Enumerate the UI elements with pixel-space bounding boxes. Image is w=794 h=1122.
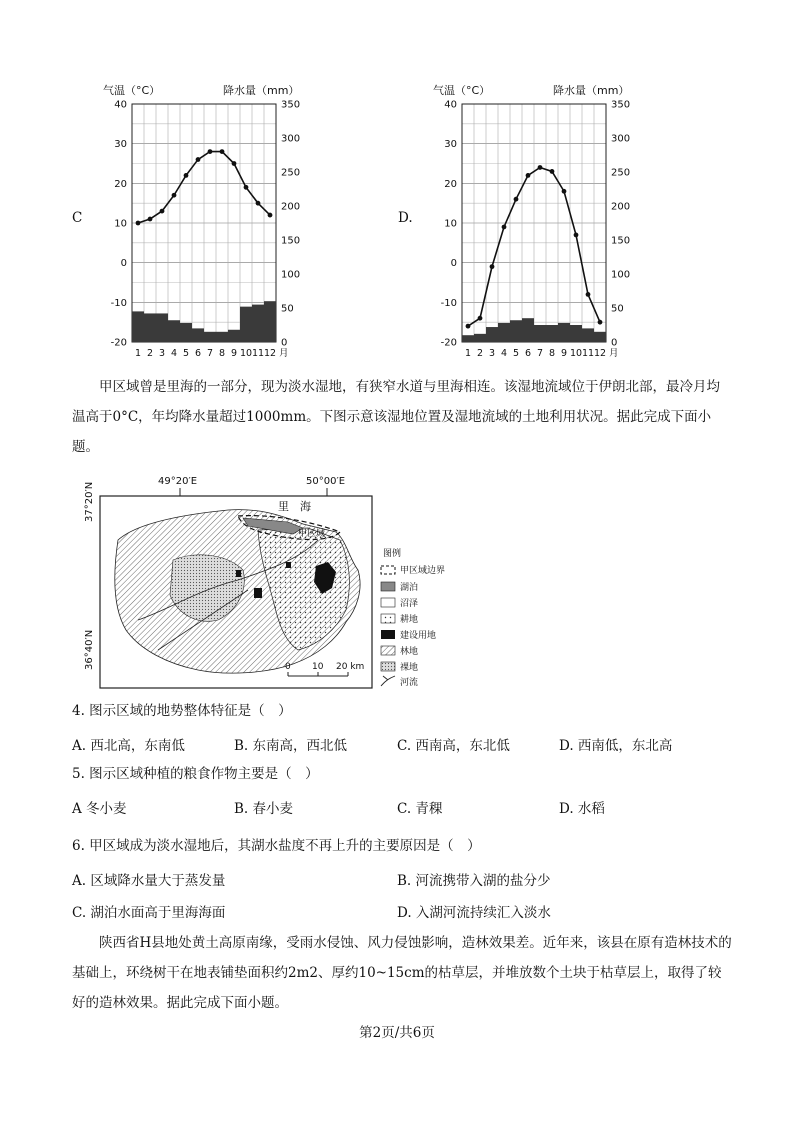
legend-item-river [381, 676, 418, 688]
temperature-point-11 [256, 201, 261, 206]
closing-paragraph: 陕西省H县地处黄土高原南缘，受雨水侵蚀、风力侵蚀影响，造林效果差。近年来，该县在原有造林技术的基础上，环绕树干在地表铺垫面积约2m2、厚约10~15cm的枯草层，并堆放数个土块于枯草层上，取得了较好的造林效果。据此完成下面小题。 [72, 935, 732, 1011]
month-tick-label: 12 [593, 348, 607, 359]
scale-tick-2: 20 km [336, 662, 365, 672]
temperature-point-6 [526, 173, 531, 178]
month-tick-label: 4 [500, 348, 508, 359]
precip-bar-3 [156, 313, 168, 342]
temperature-point-10 [574, 233, 579, 238]
legend-item-forest [381, 645, 418, 657]
precip-tick-label: 50 [281, 303, 294, 315]
lat-label-1: 37°20′N [84, 481, 95, 522]
temp-axis-label: 气温（°C） [433, 84, 491, 97]
temp-tick-label: 0 [120, 258, 127, 270]
temperature-point-12 [598, 320, 603, 325]
precip-bar-7 [204, 332, 216, 342]
lat-label-2: 36°40′N [84, 629, 95, 670]
svg-text:河流: 河流 [400, 678, 419, 688]
intro-paragraph: 甲区域曾是里海的一部分，现为淡水湿地，有狭窄水道与里海相连。该湿地流域位于伊朗北部，最冷月均温高于0°C，年均降水量超过1000mm。下图示意该湿地位置及湿地流域的土地利用状况。据此完成下面小题。 [72, 379, 720, 455]
temp-tick-label: 40 [444, 99, 457, 111]
month-tick-label: 10 [239, 348, 253, 359]
precip-bar-7 [534, 325, 546, 342]
month-tick-label: 5 [512, 348, 520, 359]
legend-item-builtup [381, 629, 436, 641]
region-label: 甲区域 [298, 529, 326, 539]
month-tick-label: 6 [524, 348, 532, 359]
temperature-point-5 [184, 173, 189, 178]
temperature-point-7 [208, 149, 213, 154]
temp-tick-label: 30 [114, 139, 127, 151]
builtup-area [254, 588, 262, 598]
precip-tick-label: 300 [281, 133, 301, 145]
month-tick-label: 2 [146, 348, 154, 359]
legend-title: 图例 [383, 549, 402, 559]
month-tick-label: 3 [488, 348, 496, 359]
month-tick-label: 7 [206, 348, 214, 359]
month-axis-suffix: 月 [609, 348, 619, 359]
precip-bar-2 [144, 313, 156, 342]
question-6-option-a[interactable]: A. 区域降水量大于蒸发量 [72, 873, 226, 889]
svg-text:沼泽: 沼泽 [400, 599, 419, 609]
month-tick-label: 11 [581, 348, 595, 359]
question-6-option-d[interactable]: D. 入湖河流持续汇入淡水 [397, 905, 551, 921]
question-4-option-c[interactable]: C. 西南高，东北低 [397, 738, 510, 754]
temperature-point-6 [196, 157, 201, 162]
temperature-point-1 [466, 324, 471, 329]
temperature-point-8 [220, 149, 225, 154]
precip-bar-8 [546, 325, 558, 342]
temperature-point-11 [586, 292, 591, 297]
precip-bar-3 [486, 327, 498, 342]
svg-text:湖泊: 湖泊 [400, 583, 419, 593]
month-axis-suffix: 月 [279, 348, 289, 359]
precip-bar-1 [462, 335, 474, 342]
precip-bar-5 [510, 320, 522, 342]
temp-axis-label: 气温（°C） [103, 84, 161, 97]
temp-tick-label: -10 [440, 297, 457, 309]
question-4-option-a[interactable]: A. 西北高，东南低 [72, 738, 185, 754]
precip-tick-label: 200 [611, 201, 631, 213]
temperature-point-7 [538, 165, 543, 170]
precip-tick-label: 0 [281, 337, 288, 349]
precip-tick-label: 0 [611, 337, 618, 349]
page-footer: 第2页/共6页 [359, 1025, 435, 1041]
legend-item-lake [381, 581, 418, 593]
precip-bar-4 [498, 323, 510, 342]
month-tick-label: 6 [194, 348, 202, 359]
precip-bar-5 [180, 323, 192, 342]
temp-tick-label: 40 [114, 99, 127, 111]
lon-label-2: 50°00′E [306, 476, 346, 487]
month-tick-label: 10 [569, 348, 583, 359]
precip-bar-10 [240, 307, 252, 342]
question-4-stem: 4. 图示区域的地势整体特征是（ ） [72, 703, 292, 719]
temp-tick-label: -20 [110, 337, 127, 349]
precip-tick-label: 250 [281, 167, 301, 179]
temperature-point-8 [550, 169, 555, 174]
builtup-area [286, 562, 291, 568]
precip-bar-9 [228, 330, 240, 342]
temperature-point-12 [268, 213, 273, 218]
month-tick-label: 8 [548, 348, 556, 359]
precip-axis-label: 降水量（mm） [553, 84, 630, 97]
question-5-stem: 5. 图示区域种植的粮食作物主要是（ ） [72, 766, 319, 782]
legend-item-farmland [381, 613, 418, 625]
month-tick-label: 2 [476, 348, 484, 359]
svg-text:建设用地: 建设用地 [400, 631, 437, 641]
month-tick-label: 7 [536, 348, 544, 359]
month-tick-label: 4 [170, 348, 178, 359]
month-tick-label: 12 [263, 348, 277, 359]
svg-text:甲区域边界: 甲区域边界 [400, 566, 446, 576]
precip-tick-label: 350 [611, 99, 631, 111]
precip-bar-12 [264, 301, 276, 342]
temperature-point-9 [232, 161, 237, 166]
precip-bar-1 [132, 311, 144, 342]
question-6-stem: 6. 甲区域成为淡水湿地后，其湖水盐度不再上升的主要原因是（ ） [72, 838, 481, 854]
month-tick-label: 1 [134, 348, 142, 359]
temperature-point-4 [172, 193, 177, 198]
question-6-option-c[interactable]: C. 湖泊水面高于里海海面 [72, 905, 226, 921]
precip-bar-6 [192, 328, 204, 342]
precip-tick-label: 300 [611, 133, 631, 145]
temp-tick-label: -10 [110, 297, 127, 309]
temperature-point-3 [160, 209, 165, 214]
month-tick-label: 8 [218, 348, 226, 359]
month-tick-label: 3 [158, 348, 166, 359]
question-5-option-a[interactable]: A 冬小麦 [72, 801, 127, 817]
option-c-label: C [72, 210, 83, 226]
precip-tick-label: 150 [281, 235, 301, 247]
precip-tick-label: 50 [611, 303, 624, 315]
temperature-point-9 [562, 189, 567, 194]
question-5-option-c[interactable]: C. 青稞 [397, 801, 443, 817]
temp-tick-label: 20 [114, 178, 127, 190]
scale-tick-1: 10 [312, 662, 324, 672]
lon-label-1: 49°20′E [158, 476, 198, 487]
precip-bar-10 [570, 325, 582, 342]
temp-tick-label: 10 [114, 218, 127, 230]
precip-tick-label: 250 [611, 167, 631, 179]
river-icon [381, 676, 395, 686]
precip-tick-label: 200 [281, 201, 301, 213]
temp-tick-label: 0 [450, 258, 457, 270]
legend-item-boundary [381, 564, 445, 576]
legend-item-swamp [381, 598, 418, 609]
sea-label: 里 海 [278, 500, 311, 513]
temperature-point-2 [148, 217, 153, 222]
precip-bar-12 [594, 332, 606, 342]
question-5-option-b[interactable]: B. 春小麦 [234, 801, 294, 817]
question-6-option-b[interactable]: B. 河流携带入湖的盐分少 [397, 873, 551, 889]
temperature-point-3 [490, 264, 495, 269]
legend-item-bare [381, 661, 418, 673]
question-4-option-d[interactable]: D. 西南低，东北高 [559, 738, 673, 754]
temperature-point-10 [244, 185, 249, 190]
option-d-label: D. [398, 210, 413, 226]
temp-tick-label: 30 [444, 139, 457, 151]
month-tick-label: 1 [464, 348, 472, 359]
precip-bar-9 [558, 323, 570, 342]
month-tick-label: 9 [560, 348, 568, 359]
month-tick-label: 9 [230, 348, 238, 359]
temperature-point-4 [502, 225, 507, 230]
precip-tick-label: 150 [611, 235, 631, 247]
temp-tick-label: 10 [444, 218, 457, 230]
precip-tick-label: 100 [611, 269, 631, 281]
temp-tick-label: -20 [440, 337, 457, 349]
temp-tick-label: 20 [444, 178, 457, 190]
question-4-option-b[interactable]: B. 东南高，西北低 [234, 738, 348, 754]
wetland-map [78, 470, 478, 690]
precip-tick-label: 350 [281, 99, 301, 111]
precip-axis-label: 降水量（mm） [223, 84, 300, 97]
svg-text:裸地: 裸地 [400, 663, 419, 673]
temperature-point-1 [136, 221, 141, 226]
precip-bar-2 [474, 334, 486, 342]
builtup-area [236, 570, 241, 577]
precip-bar-6 [522, 318, 534, 342]
climate-chart-d [425, 78, 640, 363]
climate-chart-c [95, 78, 310, 363]
month-tick-label: 5 [182, 348, 190, 359]
precip-bar-4 [168, 320, 180, 342]
precip-tick-label: 100 [281, 269, 301, 281]
temperature-point-5 [514, 197, 519, 202]
precip-bar-8 [216, 332, 228, 342]
month-tick-label: 11 [251, 348, 265, 359]
precip-bar-11 [252, 305, 264, 342]
svg-text:林地: 林地 [400, 647, 419, 657]
question-5-option-d[interactable]: D. 水稻 [559, 801, 605, 817]
scale-tick-0: 0 [285, 662, 291, 672]
precip-bar-11 [582, 328, 594, 342]
svg-text:耕地: 耕地 [400, 615, 419, 625]
temperature-point-2 [478, 316, 483, 321]
